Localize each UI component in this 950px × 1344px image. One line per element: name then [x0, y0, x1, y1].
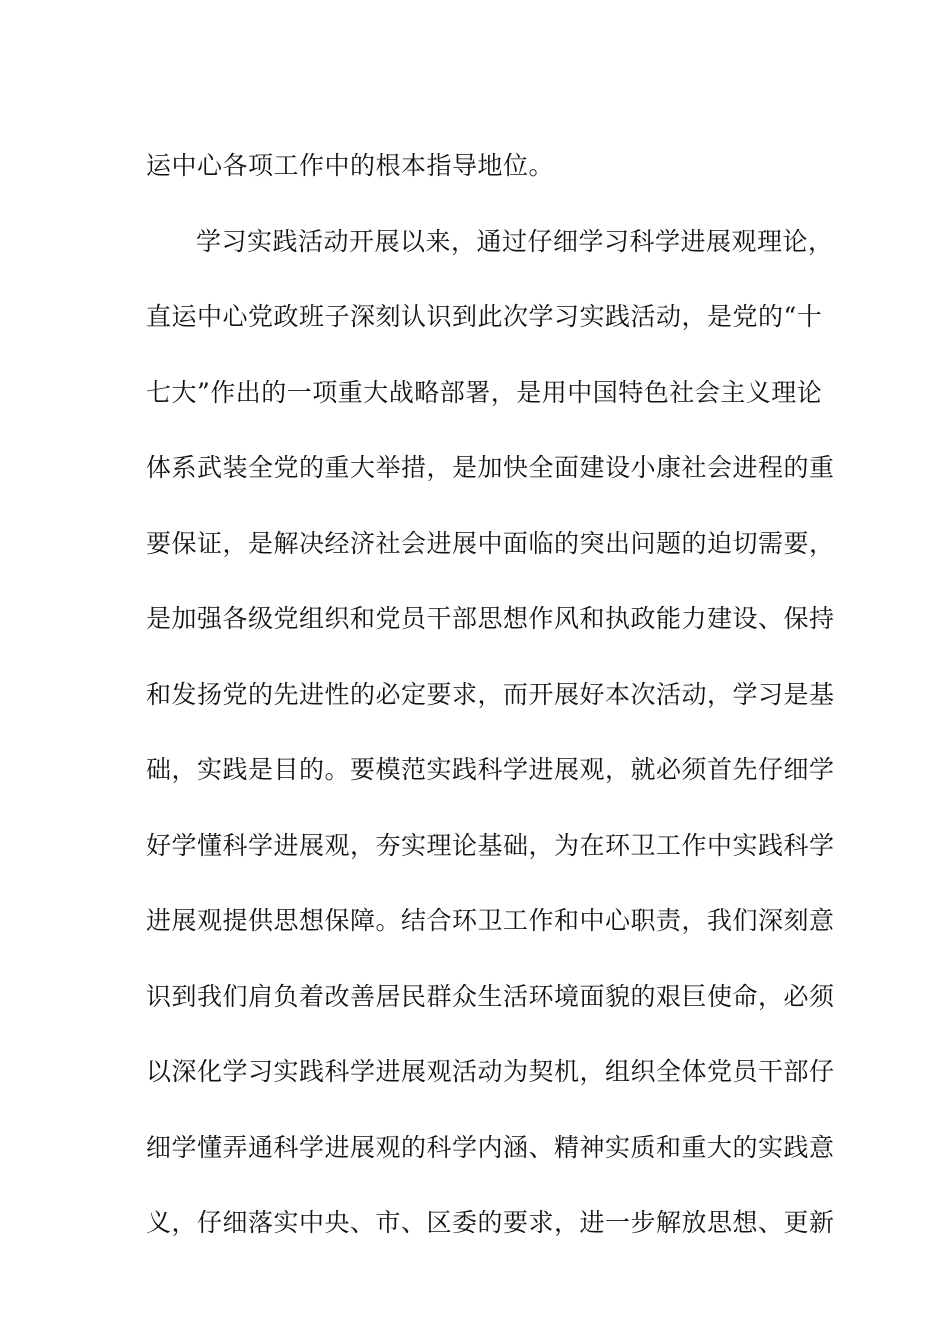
text-line: 七大”作出的一项重大战略部署，是用中国特色社会主义理论 [146, 377, 823, 407]
text-line: 础，实践是目的。要模范实践科学进展观，就必须首先仔细学 [146, 755, 835, 784]
text-line: 直运中心党政班子深刻认识到此次学习实践活动，是党的“十 [146, 302, 823, 331]
text-line: 识到我们肩负着改善居民群众生活环境面貌的艰巨使命，必须 [146, 981, 835, 1011]
text-line: 体系武装全党的重大举措，是加快全面建设小康社会进程的重 [146, 453, 835, 482]
text-line: 和发扬党的先进性的必定要求，而开展好本次活动，学习是基 [146, 679, 835, 709]
text-line: 细学懂弄通科学进展观的科学内涵、精神实质和重大的实践意 [146, 1132, 835, 1162]
text-line: 要保证，是解决经济社会进展中面临的突出问题的迫切需要， [146, 528, 835, 558]
text-line: 是加强各级党组织和党员干部思想作风和执政能力建设、保持 [146, 604, 835, 633]
text-line: 运中心各项工作中的根本指导地位。 [146, 151, 555, 180]
body-text [146, 128, 835, 1261]
text-line: 进展观提供思想保障。结合环卫工作和中心职责，我们深刻意 [146, 906, 835, 935]
text-line: 义，仔细落实中央、市、区委的要求，进一步解放思想、更新 [146, 1208, 835, 1237]
text-line: 学习实践活动开展以来，通过仔细学习科学进展观理论， [196, 226, 834, 256]
text-line: 以深化学习实践科学进展观活动为契机，组织全体党员干部仔 [146, 1057, 835, 1086]
text-line: 好学懂科学进展观，夯实理论基础，为在环卫工作中实践科学 [146, 830, 835, 860]
